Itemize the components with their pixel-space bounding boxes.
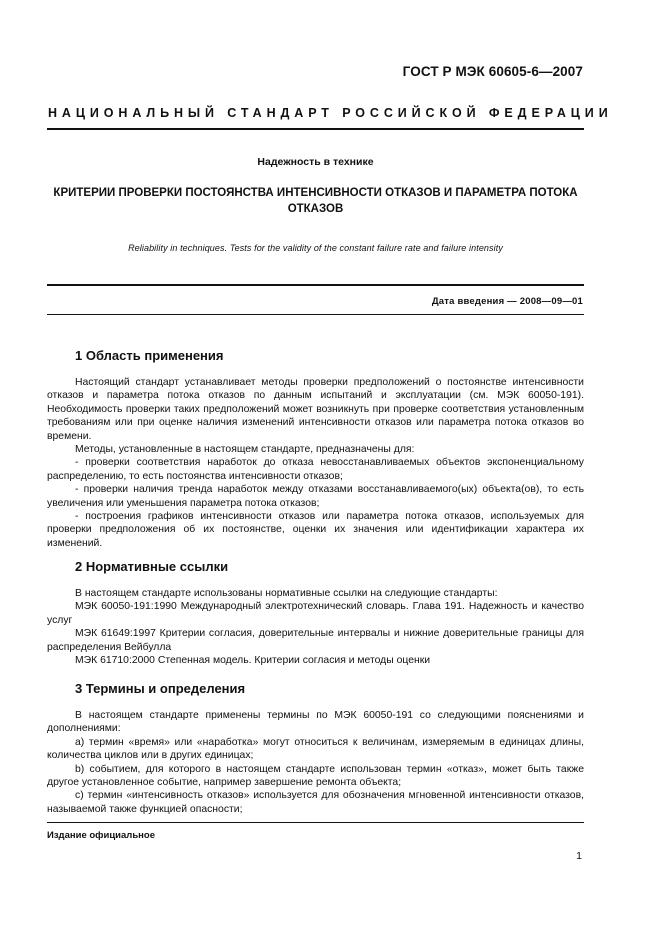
list-item: - проверки наличия тренда наработок между отказами восстанавливаемого(ых) объекта(ов), то есть увеличения или уменьшения параметра потока отказов; — [47, 484, 584, 509]
list-item: - построения графиков интенсивности отказов или параметра потока отказов, используемых для проверки предположения об их постоянстве, оценки их значения или идентификации характера их изменений. — [47, 511, 584, 549]
english-title: Reliability in techniques. Tests for the validity of the constant failure rate and failure intensity — [128, 243, 503, 253]
section-2-body — [47, 587, 584, 667]
page-number: 1 — [576, 850, 582, 862]
reference-item: МЭК 61649:1997 Критерии согласия, доверительные интервалы и нижние доверительные границы для распределения Вейбулла — [47, 628, 584, 653]
definition-item: c) термин «интенсивность отказов» используется для обозначения мгновенной интенсивности отказов, называемой также функцией опасности; — [47, 790, 584, 815]
subtitle: Надежность в технике — [257, 156, 374, 168]
reference-item: МЭК 60050-191:1990 Международный электротехнический словарь. Глава 191. Надежность и качество услуг — [47, 601, 584, 626]
national-standard-banner: НАЦИОНАЛЬНЫЙ СТАНДАРТ РОССИЙСКОЙ ФЕДЕРАЦИИ — [48, 106, 613, 120]
footer-rule — [47, 822, 584, 823]
main-title — [47, 185, 584, 217]
section-3-heading: 3 Термины и определения — [75, 681, 246, 696]
reference-item: МЭК 61710:2000 Степенная модель. Критерии согласия и методы оценки — [75, 655, 431, 667]
section-1-heading: 1 Область применения — [75, 348, 224, 363]
definition-item: b) событием, для которого в настоящем стандарте использован термин «отказ», может быть также другое установленное событие, например завершение ремонта объекта; — [47, 763, 584, 789]
main-title-line-1: КРИТЕРИИ ПРОВЕРКИ ПОСТОЯНСТВА ИНТЕНСИВНОСТИ ОТКАЗОВ И ПАРАМЕТРА ПОТОКА — [53, 187, 578, 199]
date-rule — [47, 314, 584, 315]
paragraph: Методы, установленные в настоящем стандарте, предназначены для: — [75, 444, 415, 456]
header-rule — [47, 128, 584, 130]
document-code: ГОСТ Р МЭК 60605-6—2007 — [402, 64, 583, 79]
paragraph: Настоящий стандарт устанавливает методы проверки предположений о постоянстве интенсивности отказов и параметра потока отказов по данным испытаний и эксплуатации (см. МЭК 60050-191). Необходимость проверки таких предположений может возникнуть при проверке соответствия установленным требованиям или при оценке наличия изменений интенсивности отказов или параметра потока отказов во времени. — [47, 377, 584, 442]
paragraph: В настоящем стандарте применены термины по МЭК 60050-191 со следующими пояснениями и дополнениями: — [47, 710, 584, 735]
section-3-body — [47, 709, 584, 816]
edition-note: Издание официальное — [47, 830, 155, 841]
list-item: - проверки соответствия наработок до отказа невосстанавливаемых объектов экспоненциальному распределению, то есть постоянства интенсивности отказов; — [47, 457, 584, 482]
introduction-date: Дата введения — 2008—09—01 — [431, 296, 583, 307]
paragraph: В настоящем стандарте использованы нормативные ссылки на следующие стандарты: — [75, 588, 498, 599]
section-1-body — [47, 376, 584, 550]
main-title-line-2: ОТКАЗОВ — [287, 203, 344, 215]
definition-item: a) термин «время» или «наработка» могут относиться к величинам, измеряемым в единицах длины, количества циклов или в других единицах; — [47, 736, 584, 762]
title-rule — [47, 284, 584, 286]
section-2-heading: 2 Нормативные ссылки — [75, 559, 229, 574]
